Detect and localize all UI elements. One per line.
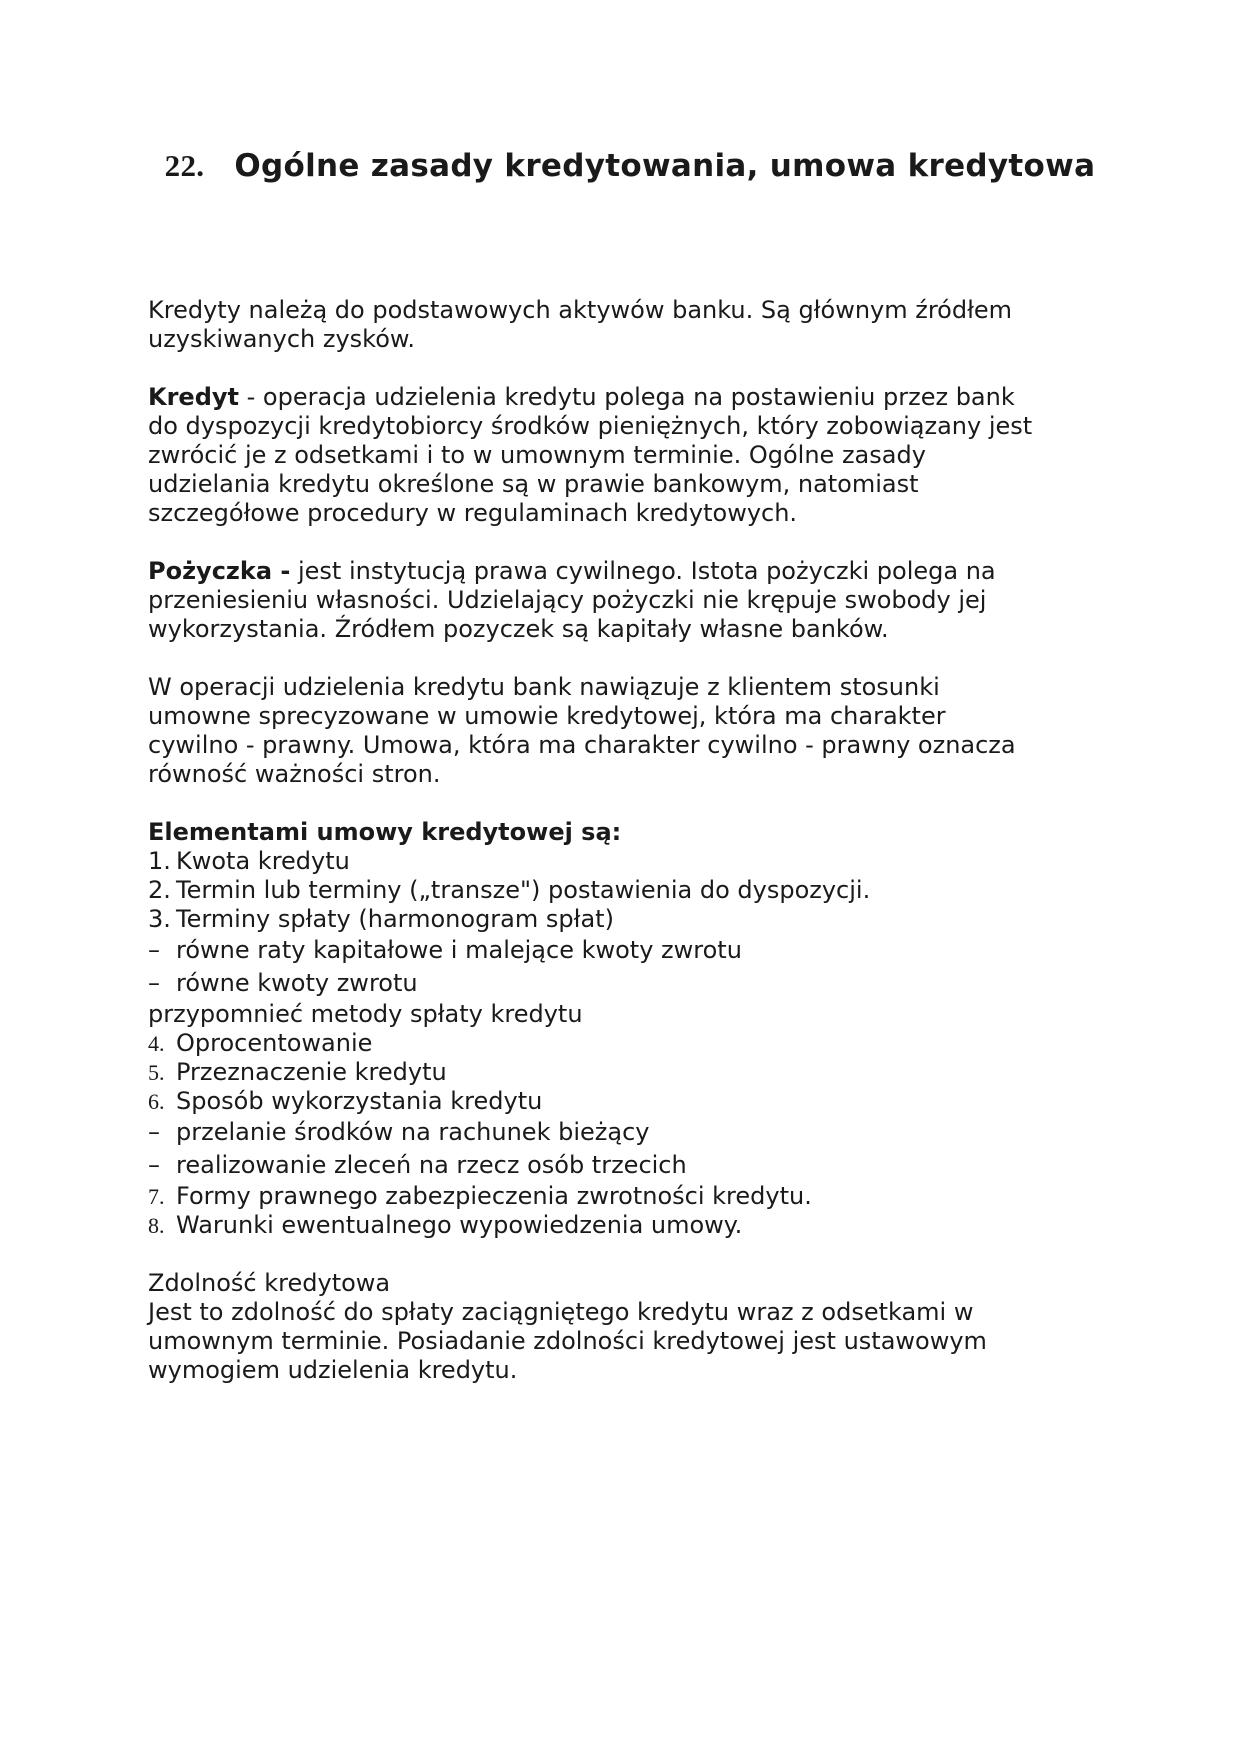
list-marker: 4. bbox=[148, 1031, 165, 1056]
list-item-text: Przeznaczenie kredytu bbox=[176, 1058, 447, 1086]
list-item-text: Formy prawnego zabezpieczenia zwrotności kredytu. bbox=[176, 1182, 812, 1210]
text-line: do dyspozycji kredytobiorcy środków pieniężnych, który zobowiązany jest bbox=[148, 412, 1033, 440]
dash-item-text: realizowanie zleceń na rzecz osób trzecich bbox=[176, 1151, 687, 1179]
list-marker: 3. bbox=[148, 905, 171, 933]
text-line: wymogiem udzielenia kredytu. bbox=[148, 1356, 518, 1384]
list-marker: 8. bbox=[148, 1213, 165, 1238]
list-marker: 1. bbox=[148, 847, 171, 875]
operacja-paragraph bbox=[148, 673, 1108, 789]
text-line: W operacji udzielenia kredytu bank nawiązuje z klientem stosunki bbox=[148, 673, 940, 701]
text-line bbox=[148, 557, 1108, 586]
list-item-text: Oprocentowanie bbox=[176, 1029, 373, 1057]
pozyczka-paragraph bbox=[148, 557, 1108, 644]
page-title bbox=[150, 146, 1110, 186]
text-line: udzielania kredytu określone są w prawie bankowym, natomiast bbox=[148, 470, 919, 498]
list-marker: 5. bbox=[148, 1060, 165, 1085]
title-number: 22. bbox=[164, 148, 205, 183]
pozyczka-definition-start: jest instytucją prawa cywilnego. Istota pożyczki polega na bbox=[290, 557, 996, 585]
dash-item bbox=[148, 967, 1108, 1000]
list-item-text: Sposób wykorzystania kredytu bbox=[176, 1087, 543, 1115]
text-line: zwrócić je z odsetkami i to w umownym terminie. Ogólne zasady bbox=[148, 441, 926, 469]
list-item-text: Warunki ewentualnego wypowiedzenia umowy. bbox=[176, 1211, 743, 1239]
intro-paragraph bbox=[148, 296, 1108, 354]
text-line: szczegółowe procedury w regulaminach kredytowych. bbox=[148, 499, 798, 527]
text-line bbox=[148, 383, 1108, 412]
text-line: równość ważności stron. bbox=[148, 760, 441, 788]
dash-marker: – bbox=[148, 936, 160, 964]
dash-marker: – bbox=[148, 1151, 160, 1179]
list-marker: 6. bbox=[148, 1089, 165, 1114]
text-line: wykorzystania. Źródłem pozyczek są kapitały własne banków. bbox=[148, 615, 889, 643]
list-item-text: Kwota kredytu bbox=[176, 847, 350, 875]
text-line: przeniesieniu własności. Udzielający pożyczki nie krępuje swobody jej bbox=[148, 586, 987, 614]
zdolnosc-heading: Zdolność kredytowa bbox=[148, 1269, 391, 1297]
list-item bbox=[148, 1182, 1108, 1211]
elementy-heading: Elementami umowy kredytowej są: bbox=[148, 818, 622, 846]
note-line: przypomnieć metody spłaty kredytu bbox=[148, 1000, 583, 1028]
list-item bbox=[148, 1211, 1108, 1240]
list-item-text: Termin lub terminy („transze") postawienia do dyspozycji. bbox=[176, 876, 871, 904]
dash-item-text: przelanie środków na rachunek bieżący bbox=[176, 1118, 650, 1146]
pozyczka-term: Pożyczka - bbox=[148, 557, 291, 585]
text-line: umownym terminie. Posiadanie zdolności kredytowej jest ustawowym bbox=[148, 1327, 987, 1355]
list-item bbox=[148, 1087, 1108, 1116]
list-item bbox=[148, 1058, 1108, 1087]
text-line: Jest to zdolność do spłaty zaciągniętego kredytu wraz z odsetkami w bbox=[148, 1298, 974, 1326]
kredyt-term: Kredyt bbox=[148, 383, 240, 411]
dash-item-text: równe kwoty zwrotu bbox=[176, 969, 418, 997]
text-line: cywilno - prawny. Umowa, która ma charakter cywilno - prawny oznacza bbox=[148, 731, 1016, 759]
title-text: Ogólne zasady kredytowania, umowa kredytowa bbox=[234, 148, 1096, 184]
zdolnosc-section bbox=[148, 1269, 1108, 1385]
kredyt-paragraph bbox=[148, 383, 1108, 528]
list-item-text: Terminy spłaty (harmonogram spłat) bbox=[176, 905, 614, 933]
dash-marker: – bbox=[148, 969, 160, 997]
text-line: uzyskiwanych zysków. bbox=[148, 325, 415, 353]
list-marker: 2. bbox=[148, 876, 171, 904]
text-line: Kredyty należą do podstawowych aktywów banku. Są głównym źródłem bbox=[148, 296, 1013, 324]
dash-item-text: równe raty kapitałowe i malejące kwoty zwrotu bbox=[176, 936, 742, 964]
list-item bbox=[148, 905, 1108, 934]
document-body bbox=[148, 296, 1108, 1414]
text-line: umowne sprecyzowane w umowie kredytowej, która ma charakter bbox=[148, 702, 946, 730]
list-item bbox=[148, 876, 1108, 905]
dash-item bbox=[148, 1149, 1108, 1182]
elementy-section bbox=[148, 818, 1108, 1240]
dash-item bbox=[148, 934, 1108, 967]
list-item bbox=[148, 1029, 1108, 1058]
dash-marker: – bbox=[148, 1118, 160, 1146]
dash-item bbox=[148, 1116, 1108, 1149]
list-item bbox=[148, 847, 1108, 876]
kredyt-definition-start: - operacja udzielenia kredytu polega na postawieniu przez bank bbox=[239, 383, 1015, 411]
list-marker: 7. bbox=[148, 1184, 165, 1209]
